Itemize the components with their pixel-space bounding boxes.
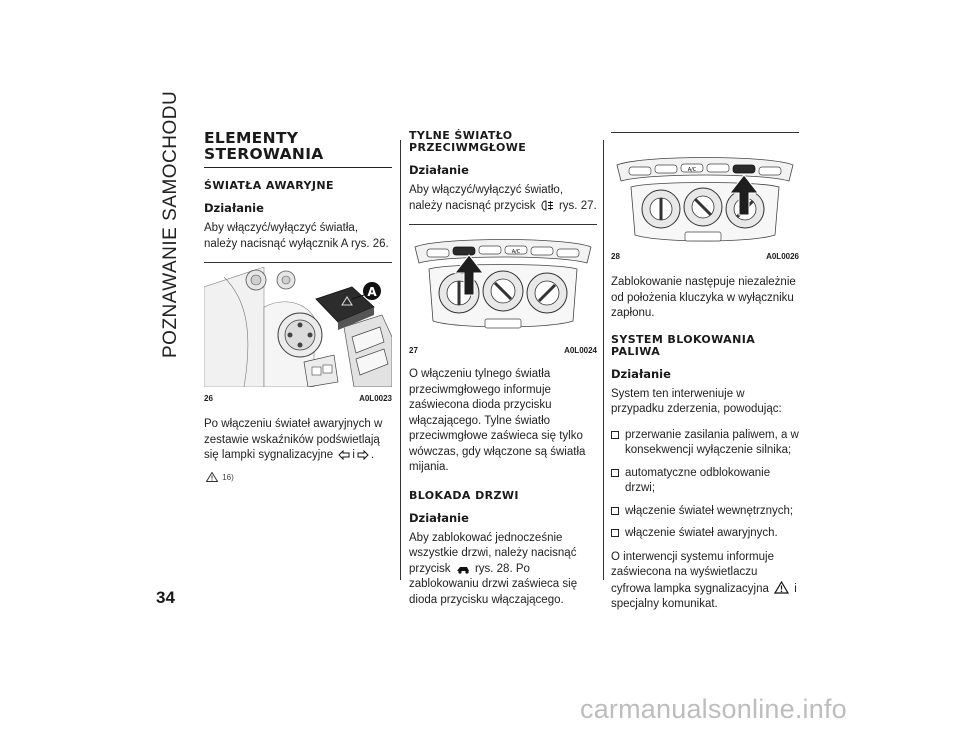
- turn-left-indicator-icon: [338, 450, 350, 460]
- figure-26: [204, 262, 392, 403]
- figure-28: [611, 132, 799, 261]
- figure-number: 26: [204, 394, 213, 403]
- figure-code: A0L0023: [359, 394, 392, 403]
- list-item: automatyczne odblokowanie drzwi;: [611, 466, 799, 497]
- figure-number: 28: [611, 252, 620, 261]
- figure-code: A0L0024: [564, 346, 597, 355]
- side-tab-label: POZNAWANIE SAMOCHODU: [160, 90, 181, 358]
- hazard-switch-illustration: [204, 267, 392, 387]
- checkbox-bullet-icon: [611, 507, 619, 515]
- section-heading: SYSTEM BLOKOWANIA PALIWA: [611, 332, 756, 358]
- list-item: włączenie świateł wewnętrznych;: [611, 504, 799, 520]
- figure-caption: [611, 252, 799, 261]
- paragraph: Zablokowanie następuje niezależnie od położenia kluczyka w wyłączniku zapłonu.: [611, 276, 796, 319]
- chapter-title: ELEMENTY STEROWANIA: [204, 129, 324, 163]
- consequence-list: [611, 428, 799, 542]
- section-heading: ŚWIATŁA AWARYJNE: [204, 179, 334, 192]
- figure-caption: [204, 394, 392, 403]
- figure-reference: rys. 27.: [558, 199, 597, 212]
- column-divider: [400, 140, 401, 580]
- figure-callout: A: [367, 285, 377, 299]
- paragraph: Aby włączyć/wyłączyć światła, należy nacisnąć wyłącznik A rys. 26.: [204, 222, 389, 250]
- chapter-rule: [204, 167, 392, 168]
- console-door-lock-illustration: [611, 137, 799, 245]
- subheading: Działanie: [611, 366, 671, 381]
- paragraph-text: Po włączeniu świateł awaryjnych w zestawie wskaźników podświetlają się lampki sygnalizacyjne: [204, 418, 383, 461]
- section-heading: BLOKADA DRZWI: [409, 488, 519, 502]
- rear-fog-light-icon: [541, 200, 554, 211]
- paragraph-text: Aby włączyć/wyłączyć światło, należy nacisnąć przycisk: [409, 184, 564, 212]
- column-divider: [603, 140, 604, 580]
- subheading: Działanie: [409, 163, 469, 177]
- figure-27: [409, 224, 597, 355]
- paragraph: [611, 550, 799, 613]
- warning-triangle-icon: [774, 581, 789, 594]
- list-item: przerwanie zasilania paliwem, a w konsekwencji wyłączenie silnika;: [611, 428, 799, 459]
- checkbox-bullet-icon: [611, 529, 619, 537]
- door-lock-icon: [456, 564, 470, 574]
- figure-rule: [611, 132, 799, 133]
- column-3: [611, 130, 799, 623]
- page-number: 34: [156, 588, 175, 607]
- column-2: [409, 130, 597, 618]
- paragraph-text: O interwencji systemu informuje zaświecona na wyświetlaczu cyfrowa lampka sygnalizacyjna: [611, 550, 774, 595]
- sentence-end: .: [370, 449, 375, 461]
- console-rear-fog-illustration: [409, 229, 597, 339]
- svg-text:A/C: A/C: [687, 167, 697, 173]
- list-item: włączenie świateł awaryjnych.: [611, 526, 799, 542]
- paragraph-text: rys. 28. Po zablokowaniu drzwi zaświeca się dioda przycisku włączającego.: [409, 562, 578, 606]
- section-heading: TYLNE ŚWIATŁO PRZECIWMGŁOWE: [409, 129, 527, 154]
- checkbox-bullet-icon: [611, 431, 619, 439]
- warning-ref-number: 16): [222, 472, 234, 482]
- svg-text:A/C: A/C: [511, 249, 521, 255]
- warning-triangle-icon: [206, 472, 218, 482]
- conjunction: i: [352, 449, 355, 461]
- paragraph: System ten interweniuje w przypadku zderzenia, powodując:: [611, 387, 782, 415]
- figure-rule: [409, 224, 597, 225]
- subheading: Działanie: [409, 510, 469, 525]
- subheading: Działanie: [204, 201, 264, 215]
- figure-rule: [204, 262, 392, 263]
- paragraph: [409, 531, 597, 609]
- paragraph: O włączeniu tylnego światła przeciwmgłowego informuje zaświecona dioda przycisku włączającego. Tylne światło przeciwmgłowe zaświeca się tylko wówczas, gdy włączone są światła mijania.: [409, 368, 586, 473]
- figure-code: A0L0026: [766, 252, 799, 261]
- side-tab: [158, 90, 190, 358]
- turn-right-indicator-icon: [357, 450, 369, 460]
- figure-caption: [409, 346, 597, 355]
- paragraph-text: i specjalny komunikat.: [611, 582, 797, 610]
- paragraph: [409, 183, 597, 214]
- paragraph: [204, 417, 392, 464]
- figure-number: 27: [409, 346, 418, 355]
- warning-reference: [204, 472, 392, 482]
- checkbox-bullet-icon: [611, 469, 619, 477]
- paragraph-text: Aby zablokować jednocześnie wszystkie drzwi, należy nacisnąć przycisk: [409, 531, 577, 575]
- column-1: [204, 130, 392, 482]
- watermark: carmanualsonline.info: [580, 694, 847, 724]
